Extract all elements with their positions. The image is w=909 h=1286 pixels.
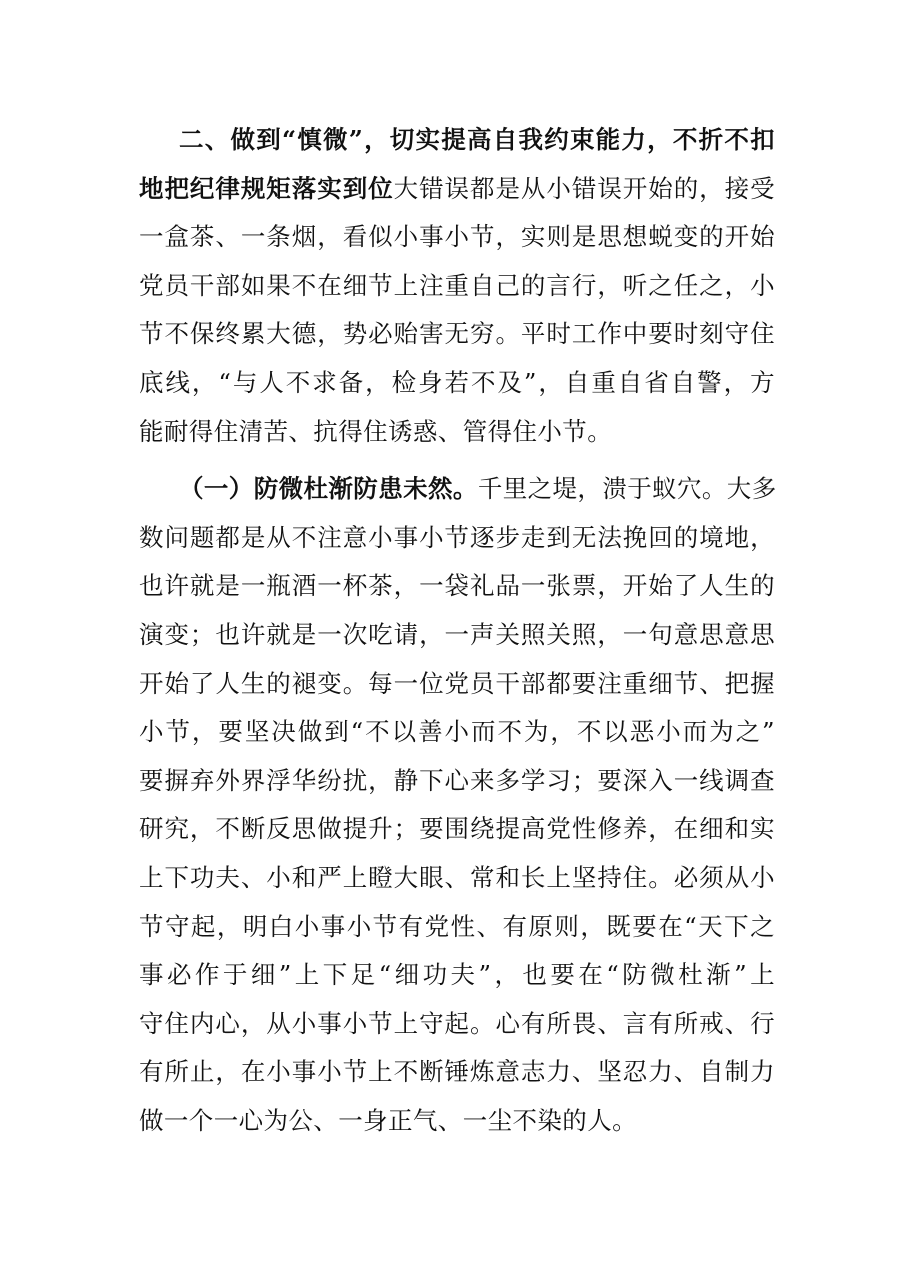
section-2-body-line: 能耐得住清苦、抗得住诱惑、管得住小节。 — [139, 416, 613, 446]
subsection-1-body-line: 研究，不断反思做提升；要围绕提高党性修养，在细和实 — [139, 814, 775, 844]
subsection-1-body-line: 演变；也许就是一次吃请，一声关照关照，一句意思意思 — [139, 619, 775, 649]
subsection-1-paragraph — [139, 465, 775, 1145]
document-body — [139, 116, 775, 1145]
subsection-1-body-line: 做一个一心为公、一身正气、一尘不染的人。 — [139, 1105, 637, 1135]
section-2-heading-line-1: 二、做到“慎微”，切实提高自我约束能力，不折不扣 — [179, 125, 775, 154]
section-2-body-line: 底线，“与人不求备，检身若不及”，自重自省自警，方 — [139, 367, 775, 397]
subsection-1-body-line: 事必作于细”上下足“细功夫”，也要在“防微杜渐”上 — [139, 960, 775, 990]
subsection-1-body-line: 也许就是一瓶酒一杯茶，一袋礼品一张票，开始了人生的 — [139, 571, 775, 601]
section-2-body-line: 一盒茶、一条烟，看似小事小节，实则是思想蜕变的开始 — [139, 222, 775, 252]
section-2-body-start: 大错误都是从小错误开始的，接受 — [393, 173, 775, 203]
subsection-1-body-line: 要摒弃外界浮华纷扰，静下心来多学习；要深入一线调查 — [139, 765, 775, 795]
section-2-body-line: 党员干部如果不在细节上注重自己的言行，听之任之，小 — [139, 270, 775, 300]
subsection-1-first-line — [139, 465, 775, 514]
section-2-heading-line-2: 地把纪律规矩落实到位 — [139, 173, 394, 203]
subsection-1-body-line: 节守起，明白小事小节有党性、有原则，既要在“天下之 — [139, 911, 775, 941]
subsection-1-body-line: 开始了人生的褪变。每一位党员干部都要注重细节、把握 — [139, 668, 775, 698]
subsection-1-body-line: 小节，要坚决做到“不以善小而不为，不以恶小而为之” — [139, 717, 775, 747]
subsection-1-body-line: 数问题都是从不注意小事小节逐步走到无法挽回的境地， — [139, 522, 775, 552]
section-2-line-2 — [139, 165, 775, 214]
subsection-1-body-line: 守住内心，从小事小节上守起。心有所畏、言有所戒、行 — [139, 1008, 775, 1038]
subsection-1-body-line: 有所止，在小事小节上不断锤炼意志力、坚忍力、自制力 — [139, 1057, 775, 1087]
subsection-1-body-line: 上下功夫、小和严上瞪大眼、常和长上坚持住。必须从小 — [139, 862, 775, 892]
subsection-1-body-start: 千里之堤，溃于蚁穴。大多 — [477, 474, 777, 504]
section-2-body-line: 节不保终累大德，势必贻害无穷。平时工作中要时刻守住 — [139, 319, 775, 349]
subsection-1-heading: （一）防微杜渐防患未然。 — [179, 474, 478, 504]
section-2-paragraph — [139, 116, 775, 456]
